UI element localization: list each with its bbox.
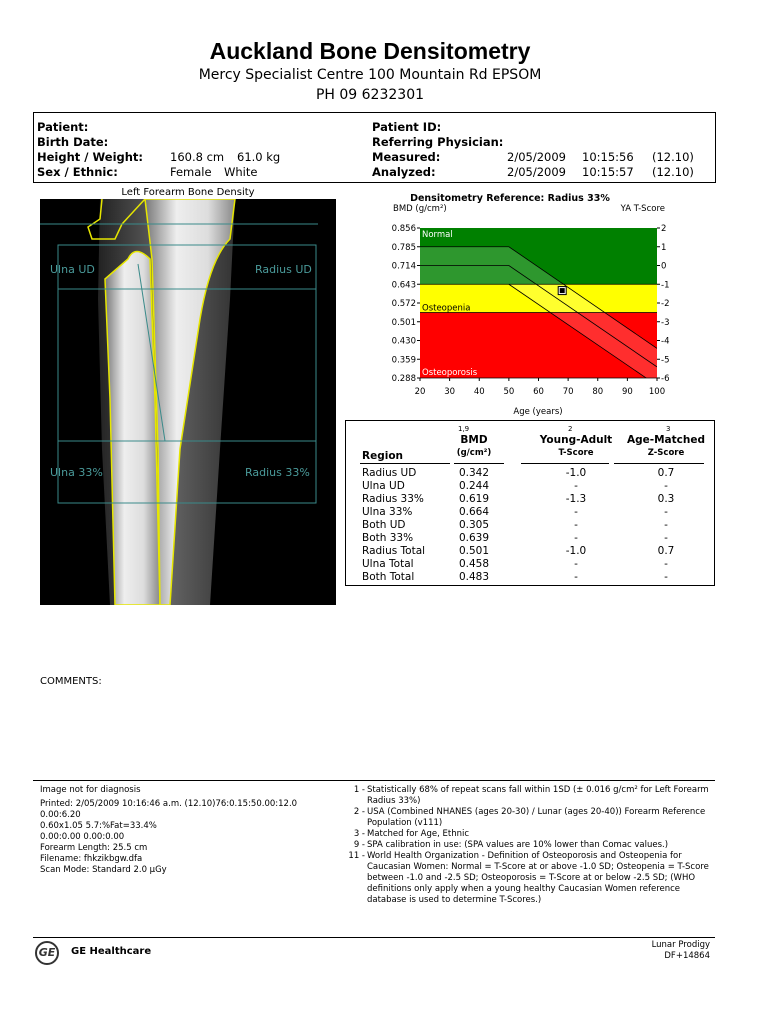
- scan-detail-line: Printed: 2/05/2009 10:16:46 a.m. (12.10)76:0.15:50.00:12.0 0.00:6.20: [40, 799, 298, 820]
- t-score-cell: -: [574, 571, 578, 583]
- y-tick-label: 0.572: [391, 299, 416, 309]
- y-tick-label: 0.785: [391, 242, 416, 253]
- table-row: [346, 493, 716, 506]
- scan-detail-line: Scan Mode: Standard 2.0 µGy: [40, 865, 167, 875]
- measured-label: Measured:: [372, 150, 441, 164]
- ya-header: Young-Adult: [539, 434, 613, 446]
- x-tick-label: 50: [503, 387, 515, 397]
- patient-label: Patient:: [37, 120, 89, 134]
- analyzed-date: 2/05/2009: [507, 165, 566, 179]
- bmd-footnote: 1,9: [458, 425, 470, 433]
- footnote-text: World Health Organization - Definition of Osteoporosis and Osteopenia for Caucasian Women: Normal = T-Score at or above -1.0 SD; Osteopenia = T-Score between -1.0 and -2.5 SD; Osteoporosis = T-Score at or below -2.5 SD; (WHO definitions only apply when a young healthy Caucasian Women reference database is used to determine T-Scores.): [367, 851, 709, 905]
- hw-label: Height / Weight:: [37, 150, 144, 164]
- footnote-number: 11 -: [348, 851, 365, 861]
- region-cell: Both 33%: [362, 532, 414, 544]
- footnote-text: Statistically 68% of repeat scans fall within 1SD (± 0.016 g/cm² for Left Forearm Radius 33%): [367, 785, 709, 806]
- x-tick-label: 90: [621, 387, 633, 397]
- bmd-cell: 0.305: [458, 519, 490, 531]
- footnote-item: [345, 807, 715, 829]
- z-score-cell: 0.3: [657, 493, 675, 505]
- bmd-cell: 0.483: [458, 571, 490, 583]
- results-table: [345, 420, 715, 586]
- measured-time: 10:15:56: [582, 150, 634, 164]
- region-cell: Ulna UD: [362, 480, 405, 492]
- x-tick-label: 20: [414, 387, 426, 397]
- device-info: [600, 940, 710, 962]
- bmd-cell: 0.244: [458, 480, 490, 492]
- t-score-cell: -1.3: [565, 493, 587, 505]
- footnote-text: Matched for Age, Ethnic: [367, 829, 470, 839]
- region-cell: Ulna 33%: [362, 506, 413, 518]
- band-label: Normal: [422, 230, 453, 240]
- comments-label: COMMENTS:: [40, 676, 102, 687]
- ge-logo: GE: [35, 941, 59, 965]
- t-score-cell: -: [574, 558, 578, 570]
- scan-detail-line: Filename: fhkzikbgw.dfa: [40, 854, 143, 864]
- forearm-scan-image: [40, 199, 336, 605]
- z-score-cell: -: [664, 519, 668, 531]
- y2-tick-label: -4: [661, 336, 670, 347]
- table-row: [346, 519, 716, 532]
- z-score-cell: 0.7: [657, 545, 675, 557]
- ya-footnote: 2: [568, 425, 573, 433]
- band-label: Osteopenia: [422, 303, 471, 314]
- height-value: 160.8 cm: [170, 150, 225, 164]
- footnote-item: [345, 851, 715, 906]
- ya-unit: T-Score: [558, 448, 594, 458]
- table-row: [346, 545, 716, 558]
- x-tick-label: 80: [592, 387, 604, 397]
- table-row: [346, 480, 716, 493]
- region-cell: Both UD: [362, 519, 406, 531]
- footnote-number: 3 -: [353, 829, 365, 839]
- y2-tick-label: 1: [661, 242, 667, 253]
- y-axis-label: BMD (g/cm²): [393, 204, 447, 214]
- y-tick-label: 0.288: [391, 374, 416, 384]
- y2-tick-label: -1: [661, 280, 670, 291]
- bmd-cell: 0.501: [458, 545, 490, 557]
- z-score-cell: 0.7: [657, 467, 675, 479]
- y-tick-label: 0.714: [391, 261, 416, 272]
- y2-axis-label: YA T-Score: [620, 204, 665, 214]
- brand-name: GE Healthcare: [71, 946, 152, 957]
- scan-detail-line: Forearm Length: 25.5 cm: [40, 843, 148, 853]
- roi-label-radius-ud: Radius UD: [255, 263, 312, 276]
- t-score-cell: -: [574, 506, 578, 518]
- forearm-xray: [40, 199, 336, 605]
- am-footnote: 3: [666, 425, 671, 433]
- analyzed-version: (12.10): [652, 165, 694, 179]
- measured-date: 2/05/2009: [507, 150, 566, 164]
- region-cell: Radius Total: [362, 545, 426, 557]
- ethnic-value: White: [224, 165, 258, 179]
- am-header: Age-Matched: [626, 434, 705, 446]
- y-tick-label: 0.501: [391, 317, 416, 328]
- scan-detail-line: 0.00:0.00 0.00:0.00: [40, 832, 125, 842]
- region-cell: Both Total: [362, 571, 415, 583]
- x-tick-label: 100: [648, 387, 666, 397]
- table-row: [346, 532, 716, 545]
- id-label: Patient ID:: [372, 120, 442, 134]
- z-score-cell: -: [664, 480, 668, 492]
- table-row: [346, 571, 716, 584]
- sex-label: Sex / Ethnic:: [37, 165, 118, 179]
- roi-label-radius-33: Radius 33%: [245, 466, 310, 479]
- footnote-item: [345, 829, 715, 840]
- t-score-cell: -1.0: [565, 467, 587, 479]
- sex-value: Female: [170, 165, 212, 179]
- x-tick-label: 70: [562, 387, 574, 397]
- bmd-cell: 0.619: [458, 493, 490, 505]
- t-score-cell: -: [574, 532, 578, 544]
- bmd-cell: 0.664: [458, 506, 490, 518]
- x-tick-label: 40: [473, 387, 485, 397]
- footnote-text: SPA calibration in use: (SPA values are 10% lower than Comac values.): [367, 840, 669, 850]
- device-name: Lunar Prodigy: [651, 940, 710, 950]
- table-row: [346, 506, 716, 519]
- y2-tick-label: 0: [661, 261, 667, 272]
- roi-label-ulna-ud: Ulna UD: [50, 263, 95, 276]
- y2-tick-label: -3: [661, 317, 670, 328]
- birth-label: Birth Date:: [37, 135, 109, 149]
- analyzed-label: Analyzed:: [372, 165, 436, 179]
- z-score-cell: -: [664, 532, 668, 544]
- t-score-cell: -: [574, 480, 578, 492]
- analyzed-time: 10:15:57: [582, 165, 634, 179]
- z-score-cell: -: [664, 571, 668, 583]
- x-tick-label: 60: [533, 387, 544, 397]
- footnote-number: 1 -: [353, 785, 365, 795]
- patient-info-box: [33, 112, 716, 183]
- patient-point: [560, 288, 565, 293]
- z-score-cell: -: [664, 506, 668, 518]
- bmd-cell: 0.639: [458, 532, 490, 544]
- weight-value: 61.0 kg: [237, 150, 281, 164]
- t-score-cell: -: [574, 519, 578, 531]
- band-label: Osteoporosis: [422, 368, 478, 378]
- y2-tick-label: -5: [661, 355, 670, 366]
- device-id: DF+14864: [664, 951, 710, 961]
- region-cell: Radius 33%: [362, 493, 424, 505]
- bmd-cell: 0.342: [458, 467, 490, 479]
- bmd-unit: (g/cm²): [456, 448, 492, 458]
- am-unit: Z-Score: [647, 448, 685, 458]
- y-tick-label: 0.359: [391, 355, 416, 366]
- y2-tick-label: -6: [661, 374, 670, 384]
- y2-tick-label: 2: [661, 224, 667, 234]
- y-tick-label: 0.430: [391, 336, 416, 347]
- physician-label: Referring Physician:: [372, 135, 504, 149]
- report-title: Auckland Bone Densitometry: [209, 38, 531, 64]
- scan-detail-line: Image not for diagnosis: [40, 785, 141, 795]
- table-row: [346, 467, 716, 480]
- footnote-number: 9 -: [353, 840, 365, 850]
- chart-title: Densitometry Reference: Radius 33%: [410, 193, 610, 204]
- clinic-phone: PH 09 6232301: [315, 87, 425, 103]
- roi-label-ulna-33: Ulna 33%: [50, 466, 103, 479]
- measured-version: (12.10): [652, 150, 694, 164]
- y-tick-label: 0.856: [391, 224, 416, 234]
- region-cell: Radius UD: [362, 467, 417, 479]
- z-score-cell: -: [664, 558, 668, 570]
- footnote-item: [345, 785, 715, 807]
- reference-chart: [345, 188, 675, 418]
- footnotes: [345, 785, 715, 906]
- footnote-text: USA (Combined NHANES (ages 20-30) / Lunar (ages 20-40)) Forearm Reference Population (v111): [367, 807, 706, 828]
- y2-tick-label: -2: [661, 299, 670, 309]
- image-title: Left Forearm Bone Density: [121, 187, 255, 198]
- region-cell: Ulna Total: [362, 558, 414, 570]
- footnote-item: [345, 840, 715, 851]
- scan-details: [40, 785, 340, 876]
- clinic-address: Mercy Specialist Centre 100 Mountain Rd EPSOM: [198, 67, 542, 83]
- region-header: Region: [362, 450, 404, 462]
- table-row: [346, 558, 716, 571]
- bmd-header: BMD: [460, 434, 488, 446]
- y-tick-label: 0.643: [391, 280, 416, 291]
- x-tick-label: 30: [444, 387, 456, 397]
- scan-detail-line: 0.60x1.05 5.7:%Fat=33.4%: [40, 821, 157, 831]
- x-axis-label: Age (years): [513, 407, 563, 417]
- footnote-number: 2 -: [353, 807, 365, 817]
- bmd-cell: 0.458: [458, 558, 490, 570]
- t-score-cell: -1.0: [565, 545, 587, 557]
